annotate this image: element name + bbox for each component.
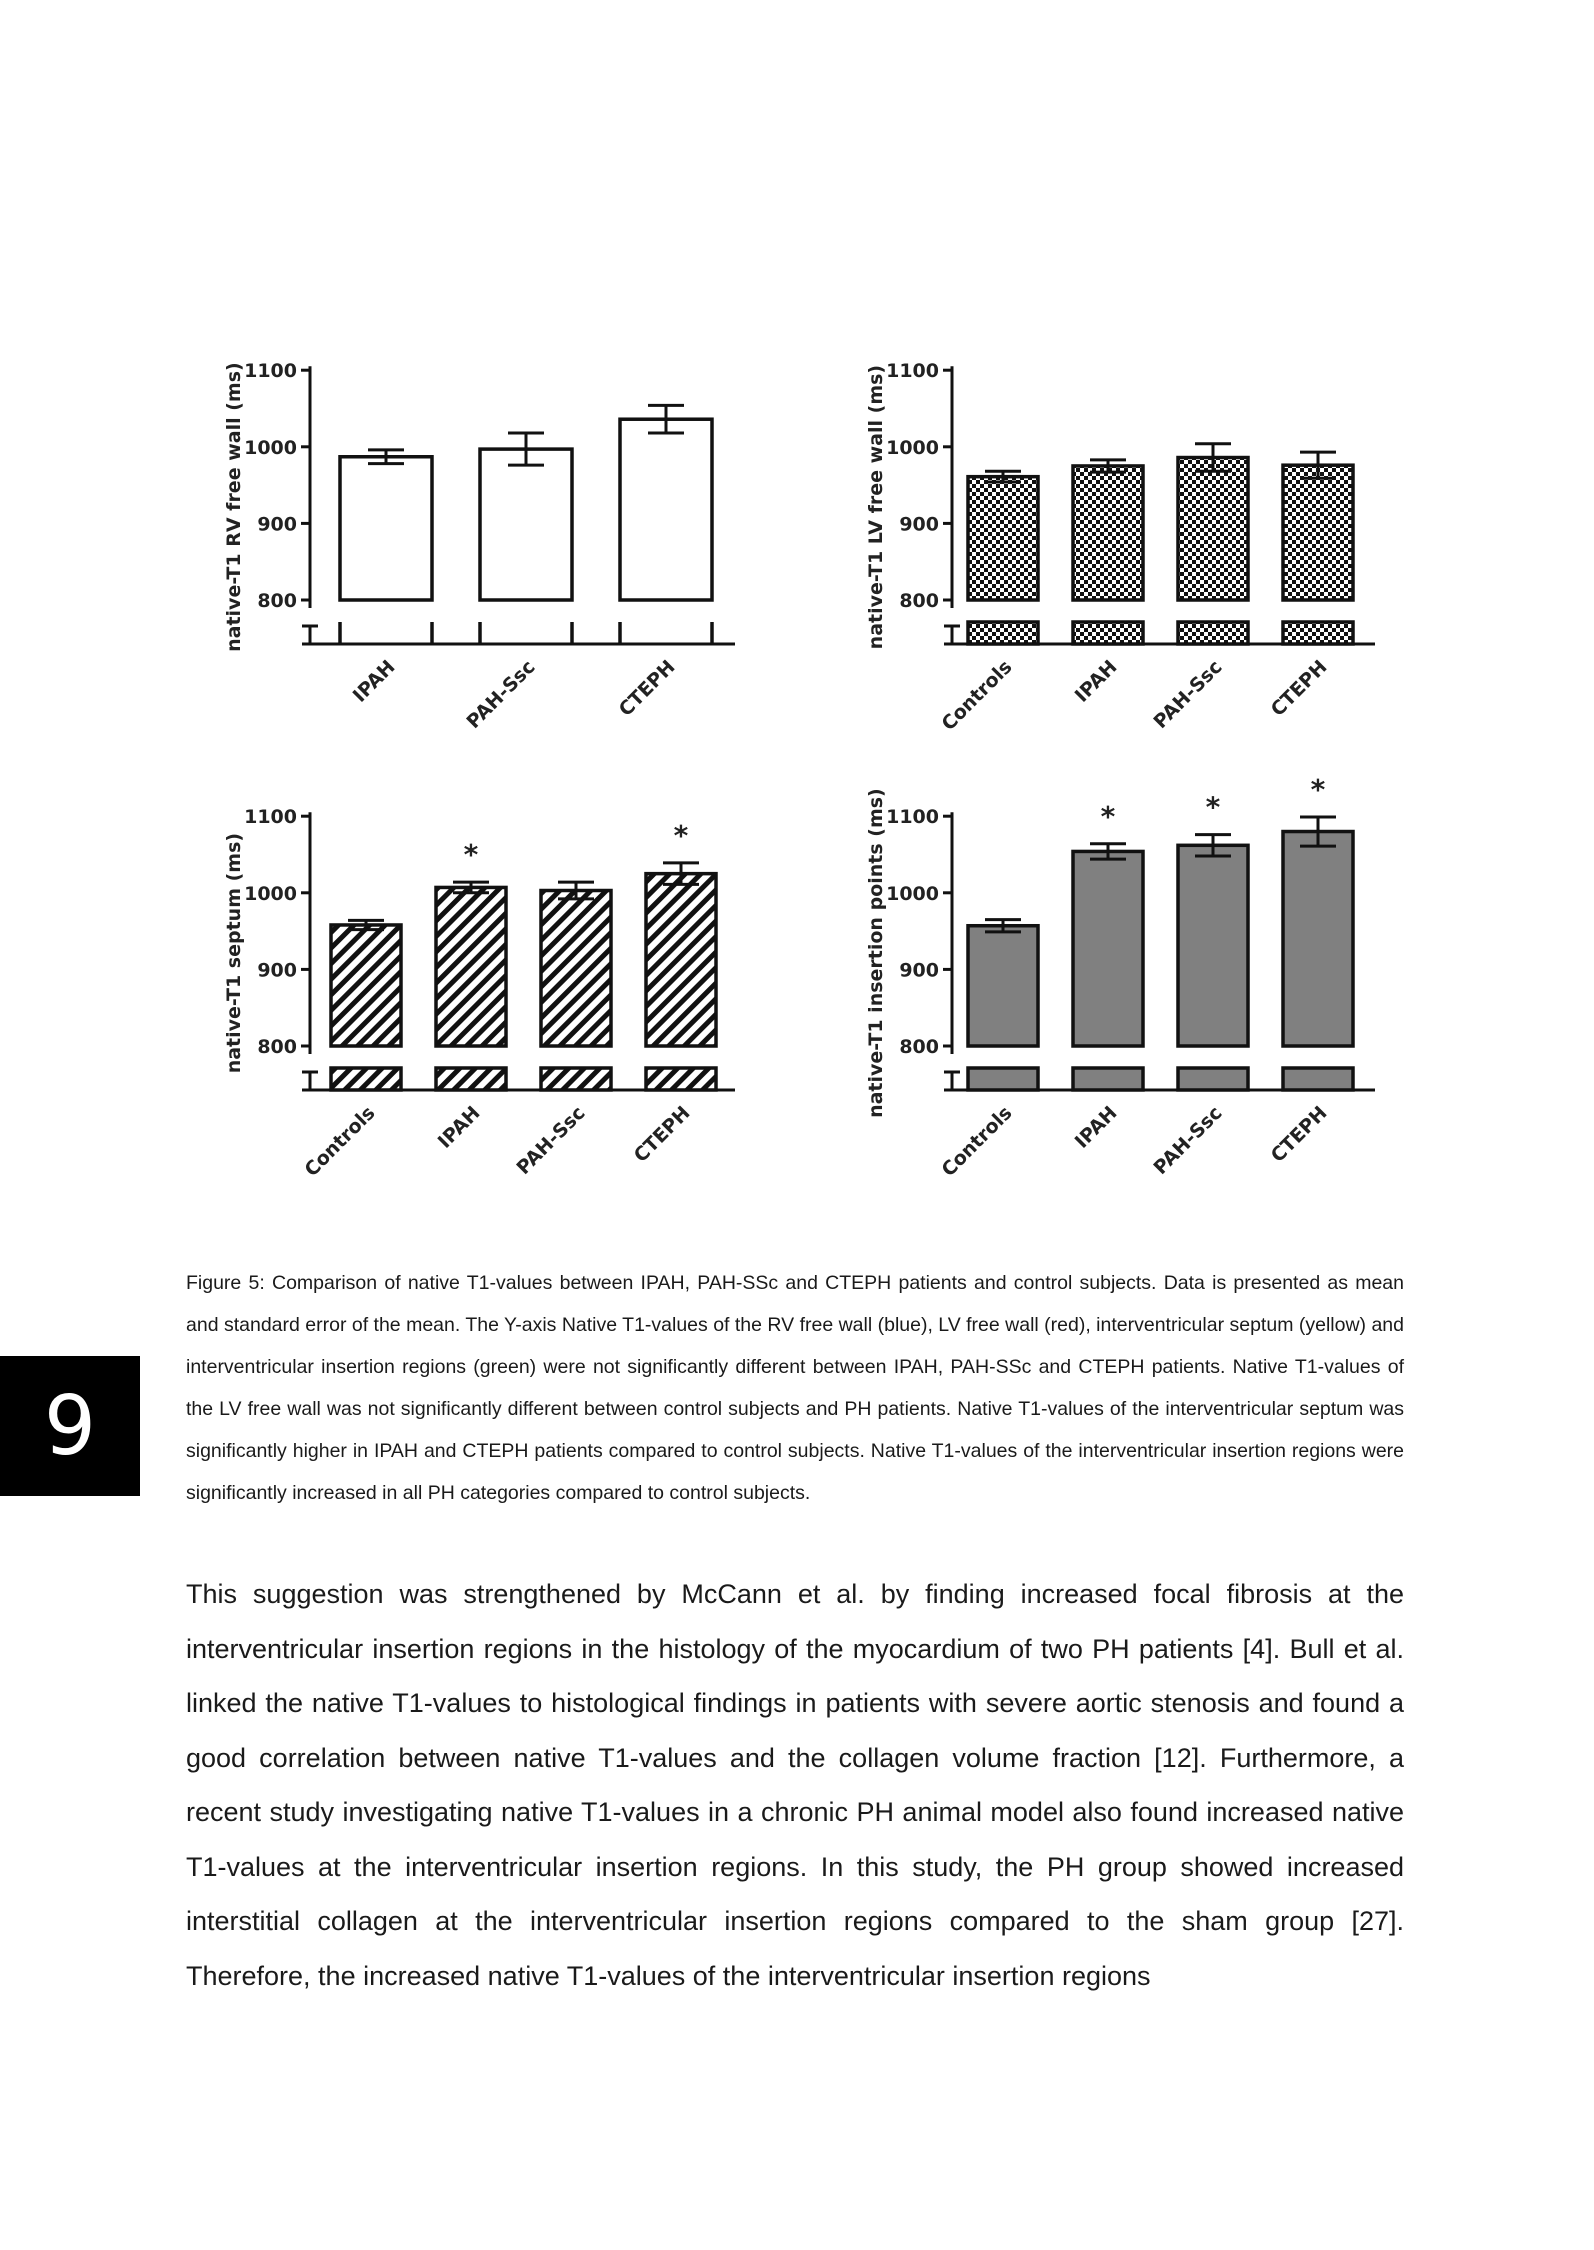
bar	[340, 457, 432, 600]
bar-stub	[1178, 1068, 1248, 1090]
bar	[646, 874, 716, 1046]
chapter-number: 9	[43, 1378, 97, 1474]
y-tick-label: 1000	[244, 882, 297, 905]
chart-rv-free-wall	[223, 360, 735, 733]
bar	[968, 926, 1038, 1046]
chart-lv-free-wall	[865, 360, 1375, 735]
y-tick-label: 800	[899, 590, 939, 612]
x-tick-label: Controls	[937, 1101, 1017, 1182]
significance-star: *	[1310, 772, 1326, 806]
x-tick-label: IPAH	[1070, 1101, 1122, 1153]
bar-stub	[646, 1068, 716, 1090]
x-tick-label: CTEPH	[629, 1101, 695, 1167]
figure-caption	[186, 1262, 1404, 1514]
y-tick-label: 800	[257, 590, 297, 612]
significance-star: *	[673, 818, 689, 852]
x-tick-label: IPAH	[348, 655, 400, 707]
bar	[480, 449, 572, 600]
figure-caption-text: Figure 5: Comparison of native T1-values between IPAH, PAH-SSc and CTEPH patients and control subjects. Data is presented as mean and standard error of the mean. The Y-axis Native T1-values of the RV free wall (blue), LV free wall (red), interventricular septum (yellow) and interventricular insertion regions (green) were not significantly different between IPAH, PAH-SSc and CTEPH patients. Native T1-values of the LV free wall was not significantly different between control subjects and PH patients. Native T1-values of the interventricular septum was significantly higher in IPAH and CTEPH patients compared to control subjects. Native T1-values of the interventricular insertion regions were significantly increased in all PH categories compared to control subjects.	[186, 1272, 1404, 1504]
significance-star: *	[463, 838, 479, 872]
x-tick-label: IPAH	[1070, 655, 1122, 707]
body-paragraph	[186, 1567, 1404, 2003]
bar	[968, 477, 1038, 600]
bar	[331, 925, 401, 1046]
y-axis-label: native-T1 insertion points (ms)	[865, 788, 887, 1118]
bar	[436, 887, 506, 1046]
x-tick-label: PAH-Ssc	[1149, 655, 1227, 734]
bar	[1073, 466, 1143, 600]
y-tick-label: 800	[899, 1036, 939, 1058]
significance-star: *	[1205, 790, 1221, 824]
bar-stub	[968, 622, 1038, 644]
y-tick-label: 1100	[244, 806, 297, 829]
y-tick-label: 1100	[886, 806, 939, 829]
y-tick-label: 1000	[886, 436, 939, 459]
body-paragraph-text: This suggestion was strengthened by McCann et al. by finding increased focal fibrosis at the interventricular insertion regions in the histology of the myocardium of two PH patients [4]. Bull et al. linked the native T1-values to histological findings in patients with severe aortic stenosis and found a good correlation between native T1-values and the collagen volume fraction [12]. Furthermore, a recent study investigating native T1-values in a chronic PH animal model also found increased native T1-values at the interventricular insertion regions. In this study, the PH group showed increased interstitial collagen at the interventricular insertion regions compared to the sham group [27]. Therefore, the increased native T1-values of the interventricular insertion regions	[186, 1579, 1404, 1991]
y-tick-label: 900	[257, 513, 297, 536]
x-tick-label: PAH-Ssc	[1149, 1101, 1227, 1180]
x-tick-label: CTEPH	[1266, 655, 1332, 721]
x-tick-label: CTEPH	[614, 655, 680, 721]
bar-stub	[1073, 622, 1143, 644]
y-tick-label: 1100	[244, 360, 297, 383]
y-tick-label: 1000	[886, 882, 939, 905]
bar-stub	[968, 1068, 1038, 1090]
y-tick-label: 900	[899, 513, 939, 536]
x-tick-label: IPAH	[433, 1101, 485, 1153]
x-tick-label: Controls	[937, 655, 1017, 736]
bar	[620, 419, 712, 600]
x-tick-label: PAH-Ssc	[462, 655, 540, 734]
y-tick-label: 900	[899, 959, 939, 982]
chart-insertion-points	[865, 773, 1375, 1181]
bar-stub	[541, 1068, 611, 1090]
y-tick-label: 900	[257, 959, 297, 982]
chapter-number-tab	[0, 1356, 140, 1496]
y-tick-label: 1000	[244, 436, 297, 459]
bar-stub	[1073, 1068, 1143, 1090]
y-axis-label: native-T1 septum (ms)	[223, 832, 245, 1074]
bar-stub	[436, 1068, 506, 1090]
bar-stub	[1178, 622, 1248, 644]
chart-septum	[223, 806, 735, 1181]
significance-star: *	[1100, 799, 1116, 833]
y-axis-label: native-T1 RV free wall (ms)	[223, 362, 245, 652]
x-tick-label: PAH-Ssc	[512, 1101, 590, 1180]
bar	[1283, 832, 1353, 1046]
bar	[1073, 851, 1143, 1046]
bar-stub	[1283, 1068, 1353, 1090]
y-tick-label: 1100	[886, 360, 939, 383]
bar	[1178, 845, 1248, 1046]
bar-stub	[1283, 622, 1353, 644]
y-axis-label: native-T1 LV free wall (ms)	[865, 364, 887, 650]
x-tick-label: Controls	[300, 1101, 380, 1182]
bar	[1283, 465, 1353, 600]
bar	[1178, 458, 1248, 600]
x-tick-label: CTEPH	[1266, 1101, 1332, 1167]
y-tick-label: 800	[257, 1036, 297, 1058]
bar-stub	[331, 1068, 401, 1090]
bar	[541, 891, 611, 1046]
